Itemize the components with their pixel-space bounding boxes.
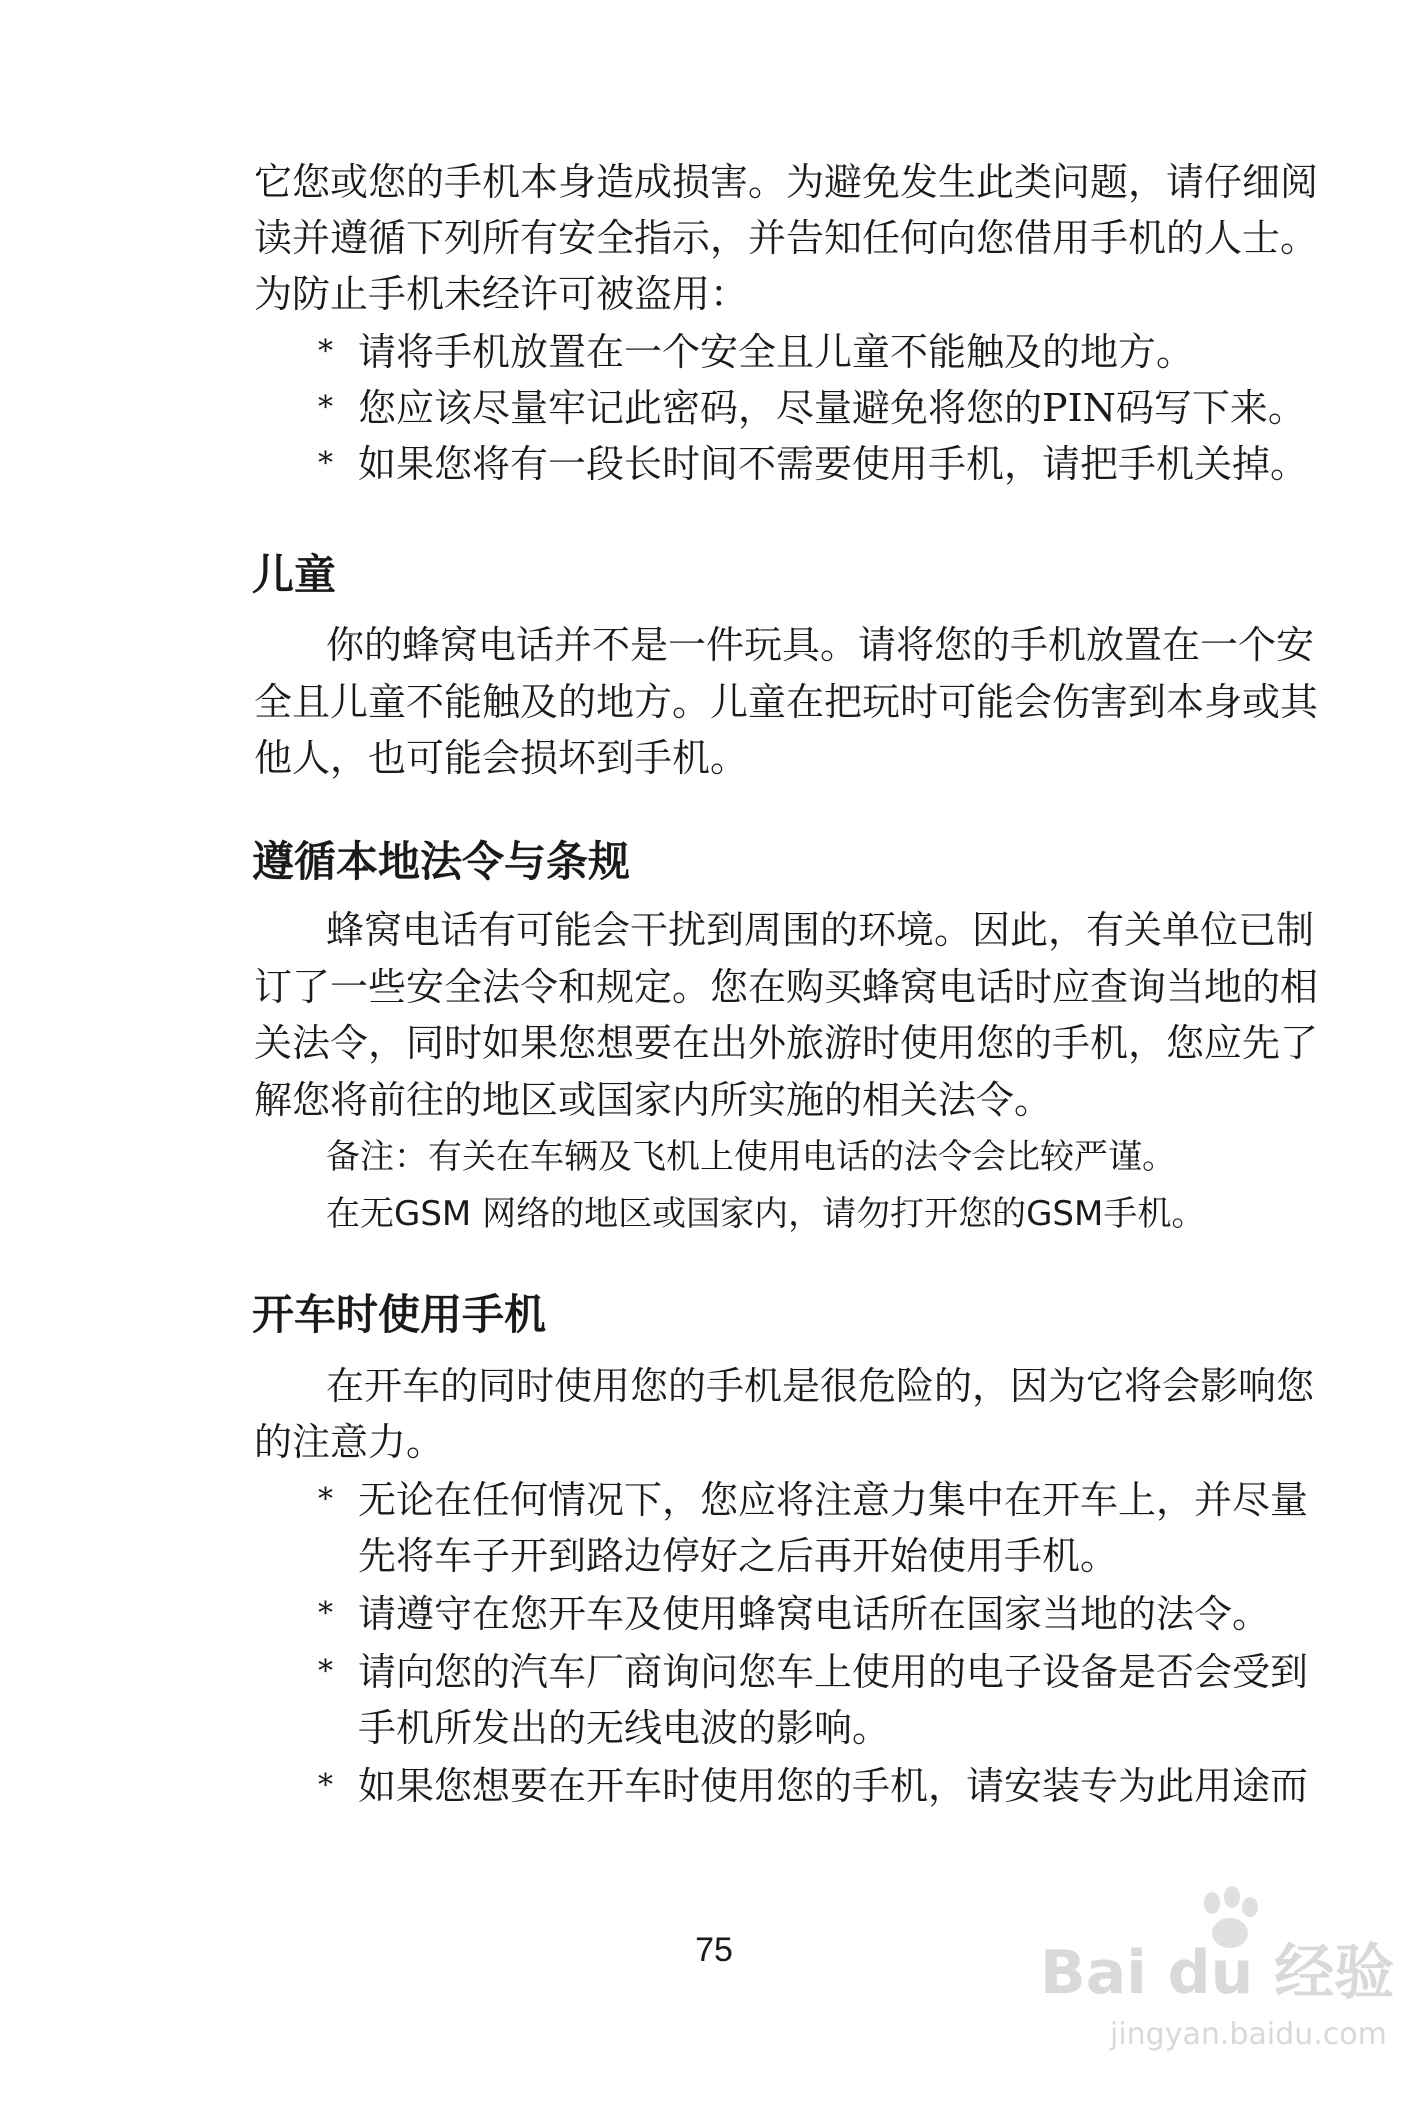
list-item-continuation: 先将车子开到路边停好之后再开始使用手机。 <box>358 1534 1119 1578</box>
driving-line-1: 在开车的同时使用您的手机是很危险的，因为它将会影响您 <box>326 1364 1315 1408</box>
list-item <box>318 322 1298 382</box>
list-item <box>318 1584 1298 1644</box>
section-heading-driving: 开车时使用手机 <box>252 1290 547 1339</box>
list-item-text: 您应该尽量牢记此密码，尽量避免将您的PIN码写下来。 <box>358 386 1306 430</box>
section-heading-children: 儿童 <box>252 550 337 599</box>
children-line-2: 全且儿童不能触及的地方。儿童在把玩时可能会伤害到本身或其 <box>254 680 1319 724</box>
watermark-brand: Bai du 经验 <box>1040 1938 1395 2008</box>
list-item <box>318 1756 1309 1816</box>
bullet-marker: * <box>318 1482 333 1517</box>
list-item-text: 请将手机放置在一个安全且儿童不能触及的地方。 <box>358 330 1195 374</box>
section-heading-laws: 遵循本地法令与条规 <box>252 837 631 886</box>
bullet-marker: * <box>318 1654 333 1689</box>
watermark <box>1040 1925 1395 2075</box>
list-item-text: 请向您的汽车厂商询问您车上使用的电子设备是否会受到 <box>358 1650 1309 1694</box>
intro-line-2: 读并遵循下列所有安全指示，并告知任何向您借用手机的人士。 <box>254 216 1319 260</box>
laws-line-3: 关法令，同时如果您想要在出外旅游时使用您的手机，您应先了 <box>254 1021 1319 1065</box>
watermark-url: jingyan.baidu.com <box>1110 2017 1387 2052</box>
children-line-3: 他人，也可能会损坏到手机。 <box>254 736 749 780</box>
laws-line-2: 订了一些安全法令和规定。您在购买蜂窝电话时应查询当地的相 <box>254 965 1319 1009</box>
bullet-marker: * <box>318 446 333 481</box>
bullet-marker: * <box>318 1596 333 1631</box>
laws-note-2: 在无GSM 网络的地区或国家内，请勿打开您的GSM手机。 <box>326 1194 1206 1234</box>
bullet-marker: * <box>318 390 333 425</box>
bullet-marker: * <box>318 334 333 369</box>
list-item <box>318 434 1309 494</box>
list-item-text: 如果您想要在开车时使用您的手机，请安装专为此用途而 <box>358 1764 1309 1808</box>
children-line-1: 你的蜂窝电话并不是一件玩具。请将您的手机放置在一个安 <box>326 623 1315 667</box>
laws-line-1: 蜂窝电话有可能会干扰到周围的环境。因此，有关单位已制 <box>326 908 1315 952</box>
list-item-text: 无论在任何情况下，您应将注意力集中在开车上，并尽量 <box>358 1478 1309 1522</box>
intro-line-1: 它您或您的手机本身造成损害。为避免发生此类问题，请仔细阅 <box>254 160 1319 204</box>
list-item <box>318 1642 1309 1702</box>
bullet-marker: * <box>318 1768 333 1803</box>
driving-line-2: 的注意力。 <box>254 1420 445 1464</box>
list-item-text: 请遵守在您开车及使用蜂窝电话所在国家当地的法令。 <box>358 1592 1271 1636</box>
list-item-text: 如果您将有一段长时间不需要使用手机，请把手机关掉。 <box>358 442 1309 486</box>
laws-line-4: 解您将前往的地区或国家内所实施的相关法令。 <box>254 1078 1053 1122</box>
laws-note-1: 备注：有关在车辆及飞机上使用电话的法令会比较严谨。 <box>326 1137 1176 1177</box>
page-number: 75 <box>695 1931 733 1969</box>
list-item-continuation: 手机所发出的无线电波的影响。 <box>358 1706 891 1750</box>
list-item <box>318 378 1306 438</box>
list-item <box>318 1470 1309 1530</box>
intro-line-3: 为防止手机未经许可被盗用： <box>254 272 749 316</box>
